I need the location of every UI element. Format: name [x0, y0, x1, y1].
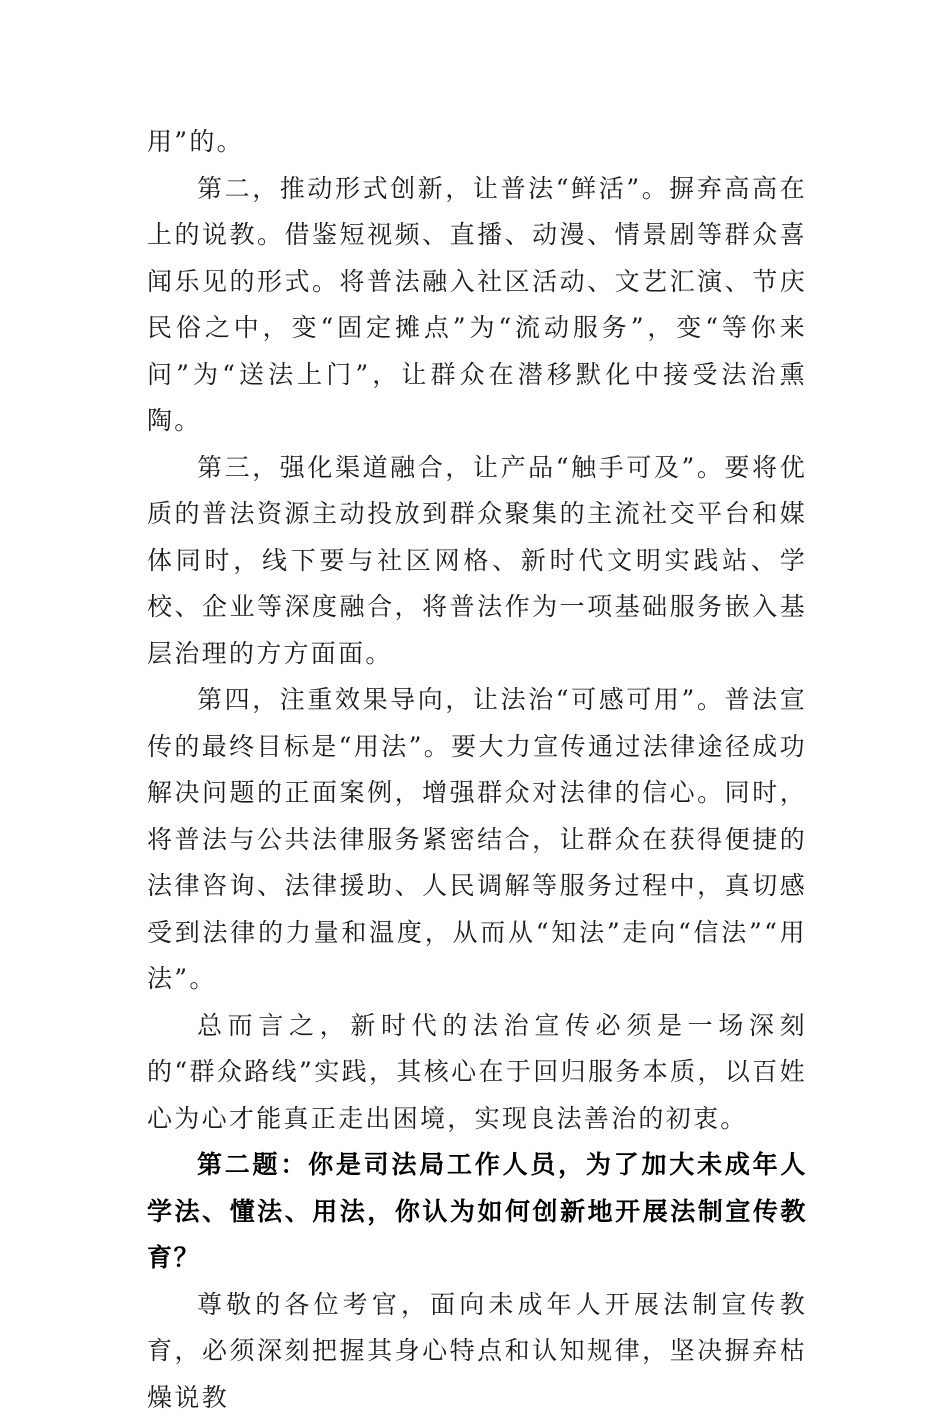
- answer-paragraph: 尊敬的各位考官，面向未成年人开展法制宣传教育，必须深刻把握其身心特点和认知规律，坚决摒弃枯燥说教: [147, 1282, 807, 1421]
- question-heading: 第二题：你是司法局工作人员，为了加大未成年人学法、懂法、用法，你认为如何创新地开展法制宣传教育？: [147, 1142, 807, 1282]
- paragraph-conclusion: 总而言之，新时代的法治宣传必须是一场深刻的“群众路线”实践，其核心在于回归服务本质，以百姓心为心才能真正走出困境，实现良法善治的初衷。: [147, 1003, 807, 1143]
- paragraph-continuation: 用”的。: [147, 119, 807, 166]
- paragraph-point-four: 第四，注重效果导向，让法治“可感可用”。普法宣传的最终目标是“用法”。要大力宣传通过法律途径成功解决问题的正面案例，增强群众对法律的信心。同时，将普法与公共法律服务紧密结合，让群众在获得便捷的法律咨询、法律援助、人民调解等服务过程中，真切感受到法律的力量和温度，从而从“知法”走向“信法”“用法”。: [147, 677, 807, 1003]
- paragraph-point-two: 第二，推动形式创新，让普法“鲜活”。摒弃高高在上的说教。借鉴短视频、直播、动漫、情景剧等群众喜闻乐见的形式。将普法融入社区活动、文艺汇演、节庆民俗之中，变“固定摊点”为“流动服务”，变“等你来问”为“送法上门”，让群众在潜移默化中接受法治熏陶。: [147, 166, 807, 445]
- document-body: [147, 119, 807, 1421]
- paragraph-point-three: 第三，强化渠道融合，让产品“触手可及”。要将优质的普法资源主动投放到群众聚集的主流社交平台和媒体同时，线下要与社区网格、新时代文明实践站、学校、企业等深度融合，将普法作为一项基础服务嵌入基层治理的方方面面。: [147, 445, 807, 678]
